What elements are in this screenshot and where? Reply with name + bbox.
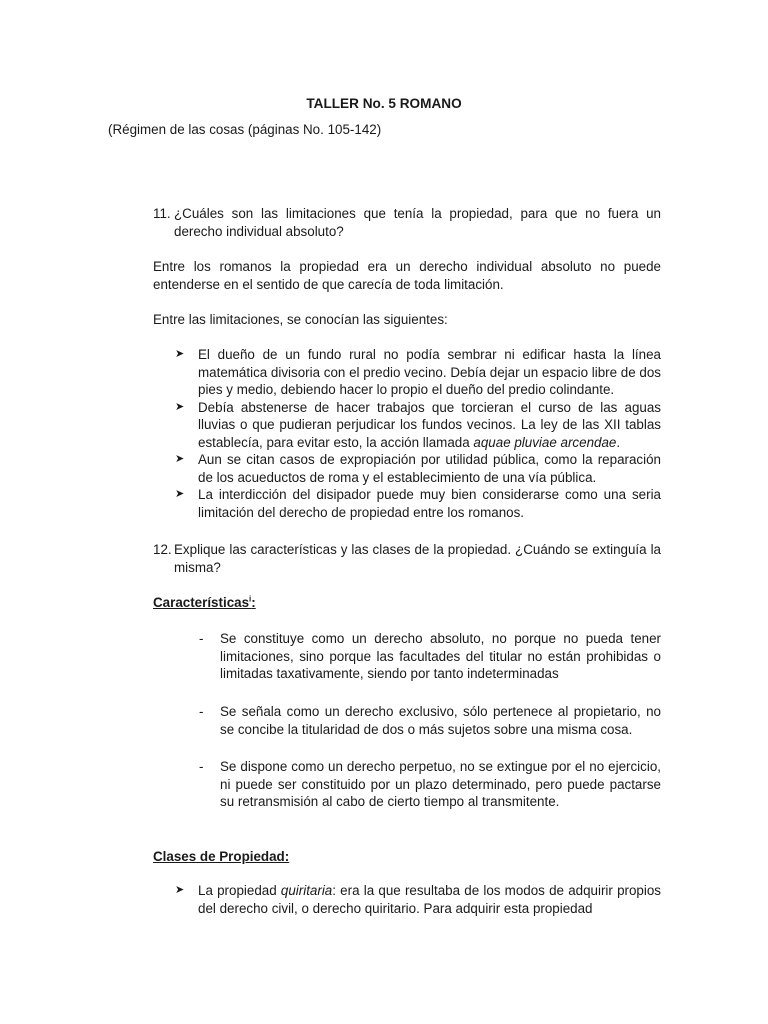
characteristic-item [199, 758, 661, 811]
characteristics-heading [153, 594, 256, 612]
dash-bullet-icon: - [199, 704, 204, 719]
list-item [175, 399, 661, 452]
question-11 [153, 205, 661, 240]
arrow-bullet-icon: ➤ [175, 884, 185, 896]
list-item [175, 451, 661, 486]
characteristic-item [199, 630, 661, 683]
characteristic-text: Se dispone como un derecho perpetuo, no se extingue por el no ejercicio, ni puede ser constituido por un plazo determinado, pero puede pactarse su retransmisión al cabo de cierto tiempo al transmitente. [220, 759, 661, 809]
arrow-bullet-icon: ➤ [175, 453, 185, 465]
list-item [175, 346, 661, 399]
list-item-text: El dueño de un fundo rural no podía sembrar ni edificar hasta la línea matemática divisoria con el predio vecino. Debía dejar un espacio libre de dos pies y medio, debiendo hacer lo propio el dueño del predio colindante. [198, 347, 661, 397]
question-text: ¿Cuáles son las limitaciones que tenía la propiedad, para que no fuera un derecho individual absoluto? [174, 206, 661, 239]
list-item-italic-text: quiritaria [280, 883, 333, 898]
question-number: 11. [153, 206, 171, 221]
document-title: TALLER No. 5 ROMANO [306, 96, 462, 111]
limitations-intro: Entre las limitaciones, se conocían las siguientes: [153, 312, 448, 327]
characteristic-text: Se constituye como un derecho absoluto, no porque no pueda tener limitaciones, sino porque las facultades del titular no están prohibidas o limitadas taxativamente, siendo por tanto indeterminadas [220, 631, 661, 681]
list-item-text: Aun se citan casos de expropiación por utilidad pública, como la reparación de los acueductos de roma y el establecimiento de una vía pública. [198, 452, 661, 485]
arrow-bullet-icon: ➤ [175, 348, 185, 360]
footnote-marker: i [249, 594, 252, 604]
list-item-text-end: . [616, 434, 621, 450]
question-text: Explique las características y las clases de la propiedad. ¿Cuándo se extinguía la misma? [174, 542, 661, 575]
characteristic-item [199, 703, 661, 738]
list-item-text-end: : era la que resultaba de los modos de adquirir propios del derecho civil, o derecho quiritario. Para adquirir esta propiedad [198, 883, 661, 916]
arrow-bullet-icon: ➤ [175, 400, 185, 413]
characteristic-text: Se señala como un derecho exclusivo, sólo pertenece al propietario, no se concibe la titularidad de dos o más sujetos sobre una misma cosa. [220, 704, 661, 737]
dash-bullet-icon: - [199, 759, 204, 774]
list-item [175, 882, 661, 917]
answer-paragraph: Entre los romanos la propiedad era un derecho individual absoluto no puede entenderse en el sentido de que carecía de toda limitación. [153, 259, 661, 292]
arrow-bullet-icon: ➤ [175, 488, 185, 500]
question-12 [153, 541, 661, 576]
property-classes-list [175, 882, 661, 917]
list-item-text: Debía abstenerse de hacer trabajos que torcieran el curso de las aguas lluvias o que pudieran perjudicar los fundos vecinos. La ley de las XII tablas establecía, para evitar esto, la acción llamada [198, 399, 661, 450]
characteristics-heading-text: Características [153, 595, 250, 610]
question-number: 12. [153, 542, 172, 557]
property-classes-heading: Clases de Propiedad: [153, 849, 290, 864]
list-item-text: La interdicción del disipador puede muy bien considerarse como una seria limitación del derecho de propiedad entre los romanos. [198, 487, 661, 520]
list-item [175, 486, 661, 521]
dash-bullet-icon: - [199, 631, 204, 646]
characteristics-heading-colon: : [251, 595, 256, 610]
document-subtitle: (Régimen de las cosas (páginas No. 105-142) [108, 122, 382, 137]
list-item-text: La propiedad [198, 883, 281, 898]
list-item-italic-text: aquae pluviae arcendae [473, 434, 617, 450]
limitations-list [175, 346, 661, 521]
